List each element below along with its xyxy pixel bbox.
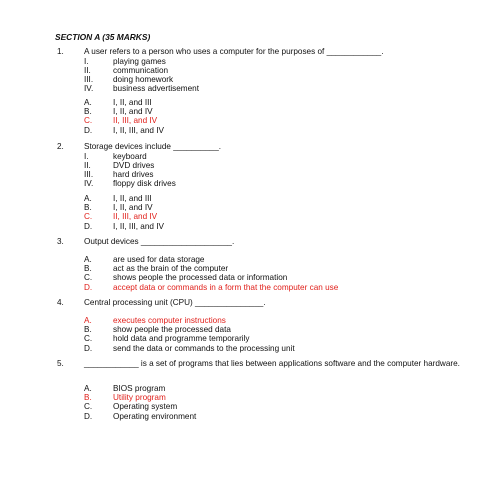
question-text: Output devices ____________________. [84, 237, 235, 246]
statement-label: II. [84, 160, 91, 170]
option-item-correct [84, 116, 479, 125]
option-item-correct [84, 316, 479, 325]
option-label: C. [84, 212, 93, 222]
statement-item [84, 161, 479, 170]
option-list [84, 194, 479, 231]
statement-text: business advertisement [113, 84, 200, 94]
option-label: A. [84, 316, 92, 325]
option-label: D. [84, 411, 93, 421]
option-item-correct [84, 283, 479, 292]
statement-text: doing homework [113, 74, 174, 84]
statement-label: III. [84, 169, 94, 179]
option-item [84, 222, 479, 231]
option-item [84, 325, 479, 334]
question-number: 2. [57, 142, 64, 151]
statement-text: keyboard [113, 151, 147, 161]
statement-label: I. [84, 151, 89, 161]
option-item [84, 412, 479, 421]
option-text: send the data or commands to the processing unit [113, 343, 295, 353]
option-label: B. [84, 325, 92, 335]
section-title: SECTION A (35 MARKS) [55, 32, 151, 42]
option-label: C. [84, 116, 93, 126]
option-label: C. [84, 273, 93, 283]
statement-text: DVD drives [113, 160, 155, 170]
statement-item [84, 152, 479, 161]
option-item [84, 264, 479, 273]
option-list [84, 384, 479, 421]
statement-item [84, 57, 479, 66]
option-item [84, 344, 479, 353]
option-item [84, 402, 479, 411]
statement-text: communication [113, 65, 169, 75]
option-list [84, 316, 479, 353]
option-text: I, II, and IV [113, 107, 153, 117]
option-item [84, 384, 479, 393]
statement-text: floppy disk drives [113, 179, 176, 189]
option-item [84, 126, 479, 135]
statement-label: I. [84, 56, 89, 66]
option-item [84, 255, 479, 264]
statement-item [84, 66, 479, 75]
option-item-correct [84, 212, 479, 221]
option-label: B. [84, 203, 92, 213]
question-number: 5. [57, 359, 64, 368]
option-text: I, II, III, and IV [113, 221, 164, 231]
option-text: Operating environment [113, 411, 197, 421]
question-number: 1. [57, 47, 64, 56]
option-label: D. [84, 282, 93, 292]
option-label: D. [84, 125, 93, 135]
option-text: I, II, III, and IV [113, 125, 164, 135]
statement-text: playing games [113, 56, 166, 66]
option-label: A. [84, 194, 92, 203]
option-text: I, II, and III [113, 98, 152, 107]
option-item [84, 203, 479, 212]
option-label: C. [84, 402, 93, 412]
option-text: I, II, and IV [113, 203, 153, 213]
option-item-correct [84, 393, 479, 402]
statement-label: II. [84, 65, 91, 75]
option-text: accept data or commands in a form that the computer can use [113, 282, 339, 292]
question-text: Central processing unit (CPU) _______________. [84, 298, 266, 307]
option-text: BIOS program [113, 384, 166, 393]
statement-item [84, 179, 479, 188]
option-item [84, 273, 479, 282]
option-label: A. [84, 98, 92, 107]
statement-list [84, 57, 479, 94]
option-label: D. [84, 221, 93, 231]
option-label: B. [84, 393, 92, 403]
question-number: 4. [57, 298, 64, 307]
option-item [84, 194, 479, 203]
option-text: act as the brain of the computer [113, 264, 229, 274]
option-label: A. [84, 255, 92, 264]
option-text: executes computer instructions [113, 316, 226, 325]
option-text: Utility program [113, 393, 166, 403]
option-item [84, 107, 479, 116]
option-text: show people the processed data [113, 325, 231, 335]
statement-item [84, 75, 479, 84]
statement-label: IV. [84, 179, 94, 189]
option-item [84, 98, 479, 107]
statement-text: hard drives [113, 169, 154, 179]
option-label: C. [84, 334, 93, 344]
option-list [84, 255, 479, 292]
statement-item [84, 84, 479, 93]
option-text: II, III, and IV [113, 212, 158, 222]
option-text: II, III, and IV [113, 116, 158, 126]
statement-label: III. [84, 74, 94, 84]
question-text: Storage devices include __________. [84, 142, 222, 151]
option-list [84, 98, 479, 135]
question-text: ____________ is a set of programs that lies between applications software and the computer hardware. [84, 359, 460, 368]
statement-list [84, 152, 479, 189]
option-label: A. [84, 384, 92, 393]
question-number: 3. [57, 237, 64, 246]
question-text: A user refers to a person who uses a computer for the purposes of ____________. [84, 47, 384, 56]
option-text: Operating system [113, 402, 178, 412]
option-label: B. [84, 264, 92, 274]
option-text: I, II, and III [113, 194, 152, 203]
option-text: shows people the processed data or information [113, 273, 288, 283]
statement-label: IV. [84, 84, 94, 94]
option-label: B. [84, 107, 92, 117]
option-label: D. [84, 343, 93, 353]
option-text: are used for data storage [113, 255, 205, 264]
statement-item [84, 170, 479, 179]
option-item [84, 334, 479, 343]
option-text: hold data and programme temporarily [113, 334, 250, 344]
